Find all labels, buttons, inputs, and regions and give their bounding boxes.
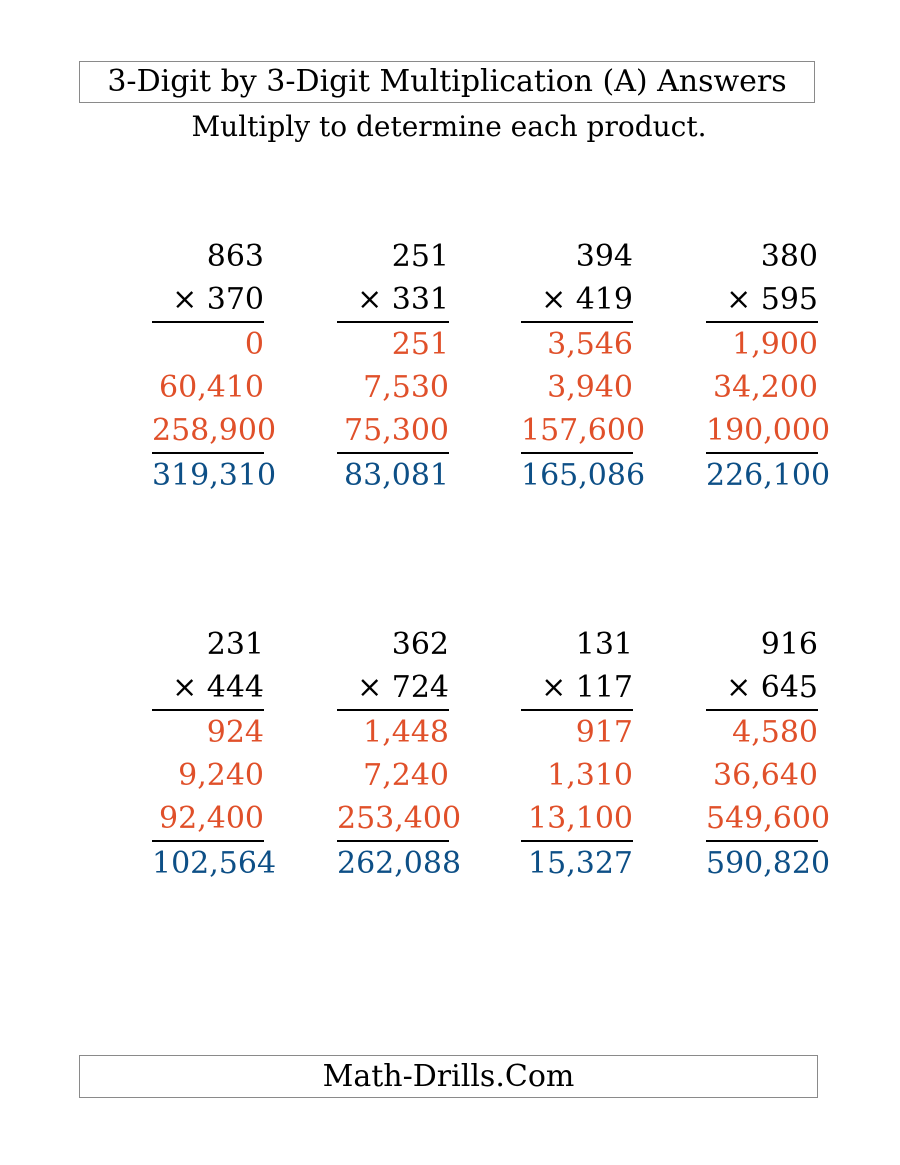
problem-1 xyxy=(152,235,277,497)
product: 590,820 xyxy=(706,846,831,881)
product: 102,564 xyxy=(152,846,277,881)
partial-product-3: 549,600 xyxy=(706,797,818,842)
problem-3 xyxy=(521,235,646,497)
product: 319,310 xyxy=(152,458,277,493)
multiplier: × 419 xyxy=(521,278,633,323)
multiplier: × 331 xyxy=(337,278,449,323)
partial-product-1: 917 xyxy=(575,715,633,750)
product: 15,327 xyxy=(528,846,633,881)
partial-product-2: 1,310 xyxy=(547,758,633,793)
product: 83,081 xyxy=(344,458,449,493)
partial-product-1: 4,580 xyxy=(732,715,818,750)
multiplicand: 916 xyxy=(760,627,818,662)
problem-7 xyxy=(521,623,633,885)
partial-product-3: 190,000 xyxy=(706,409,818,454)
partial-product-1: 924 xyxy=(206,715,264,750)
problem-6 xyxy=(337,623,462,885)
multiplier: × 645 xyxy=(706,666,818,711)
partial-product-2: 7,530 xyxy=(363,370,449,405)
multiplicand: 231 xyxy=(206,627,264,662)
partial-product-2: 60,410 xyxy=(159,370,264,405)
partial-product-3: 75,300 xyxy=(337,409,449,454)
problem-4 xyxy=(706,235,831,497)
partial-product-3: 13,100 xyxy=(521,797,633,842)
product: 165,086 xyxy=(521,458,646,493)
multiplier: × 370 xyxy=(152,278,264,323)
worksheet-title: 3-Digit by 3-Digit Multiplication (A) Answers xyxy=(79,61,815,103)
partial-product-2: 9,240 xyxy=(178,758,264,793)
multiplicand: 380 xyxy=(760,239,818,274)
partial-product-1: 1,448 xyxy=(363,715,449,750)
footer-site-name: Math-Drills.Com xyxy=(79,1055,818,1098)
multiplicand: 863 xyxy=(206,239,264,274)
partial-product-1: 3,546 xyxy=(547,327,633,362)
partial-product-2: 3,940 xyxy=(547,370,633,405)
instructions: Multiply to determine each product. xyxy=(191,110,707,143)
problem-5 xyxy=(152,623,277,885)
product: 262,088 xyxy=(337,846,462,881)
multiplicand: 362 xyxy=(391,627,449,662)
partial-product-1: 251 xyxy=(391,327,449,362)
partial-product-3: 258,900 xyxy=(152,409,264,454)
partial-product-1: 0 xyxy=(244,327,264,362)
multiplier: × 724 xyxy=(337,666,449,711)
partial-product-2: 7,240 xyxy=(363,758,449,793)
product: 226,100 xyxy=(706,458,831,493)
multiplier: × 117 xyxy=(521,666,633,711)
problem-2 xyxy=(337,235,449,497)
partial-product-3: 157,600 xyxy=(521,409,633,454)
partial-product-1: 1,900 xyxy=(732,327,818,362)
partial-product-2: 34,200 xyxy=(713,370,818,405)
multiplicand: 251 xyxy=(391,239,449,274)
multiplier: × 595 xyxy=(706,278,818,323)
multiplicand: 394 xyxy=(575,239,633,274)
partial-product-3: 253,400 xyxy=(337,797,449,842)
partial-product-3: 92,400 xyxy=(152,797,264,842)
partial-product-2: 36,640 xyxy=(713,758,818,793)
problem-8 xyxy=(706,623,831,885)
multiplier: × 444 xyxy=(152,666,264,711)
multiplicand: 131 xyxy=(575,627,633,662)
